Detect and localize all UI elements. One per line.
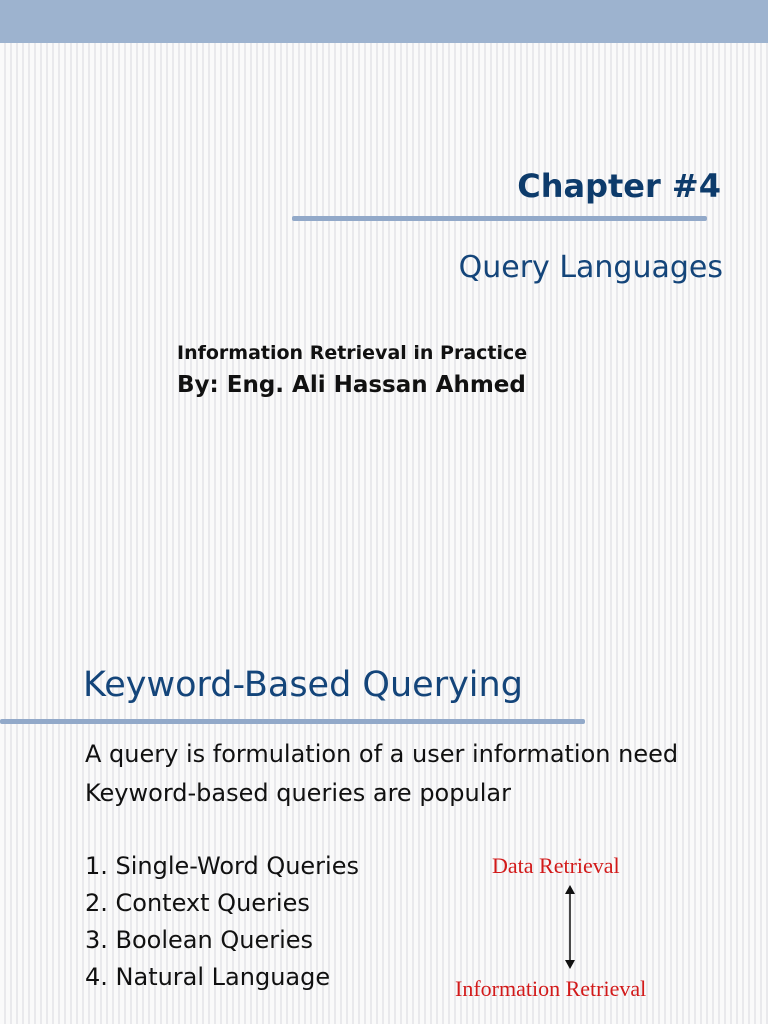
list-item: 1. Single-Word Queries (85, 852, 359, 880)
body-line-1: A query is formulation of a user information need (85, 740, 679, 768)
title-divider (292, 216, 707, 221)
double-arrow-icon (560, 885, 580, 969)
list-item: 4. Natural Language (85, 963, 331, 991)
chapter-title: Chapter #4 (517, 167, 721, 205)
information-retrieval-label: Information Retrieval (455, 976, 647, 1001)
header-band (0, 0, 768, 43)
list-item: 3. Boolean Queries (85, 926, 314, 954)
list-item: 2. Context Queries (85, 889, 310, 917)
data-retrieval-label: Data Retrieval (492, 853, 620, 878)
heading-divider (0, 719, 585, 724)
author-line: By: Eng. Ali Hassan Ahmed (177, 372, 526, 398)
content-slide (0, 576, 768, 1024)
slide-heading: Keyword-Based Querying (83, 665, 523, 705)
body-line-2: Keyword-based queries are popular (85, 779, 511, 807)
book-title: Information Retrieval in Practice (177, 342, 528, 364)
chapter-subtitle: Query Languages (458, 250, 723, 285)
